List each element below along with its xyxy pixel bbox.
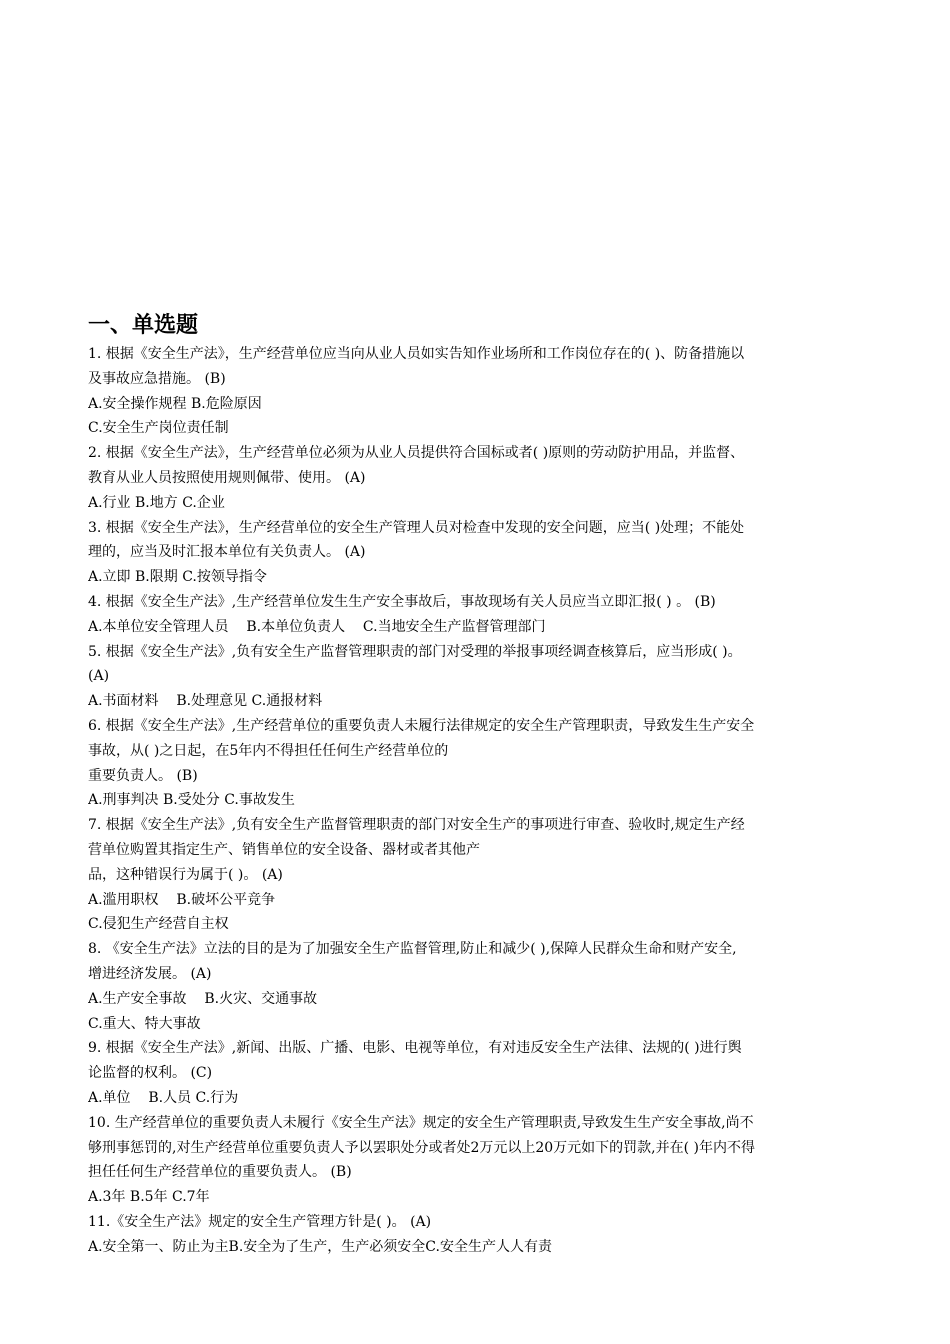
text-line: A.单位 B.人员 C.行为 bbox=[88, 1089, 239, 1106]
text-line: 9. 根据《安全生产法》,新闻、出版、广播、电影、电视等单位，有对违反安全生产法律、法规的( )进行舆 bbox=[88, 1040, 742, 1057]
text-line: 2. 根据《安全生产法》，生产经营单位必须为从业人员提供符合国标或者( )原则的劳动防护用品，并监督、 bbox=[88, 445, 745, 462]
text-line: 5. 根据《安全生产法》,负有安全生产监督管理职责的部门对受理的举报事项经调查核算后，应当形成( )。 bbox=[88, 643, 742, 660]
text-line: A.立即 B.限期 C.按领导指令 bbox=[88, 569, 267, 586]
text-line: 论监督的权利。 (C) bbox=[88, 1065, 213, 1082]
section-heading: 一、单选题 bbox=[88, 313, 199, 338]
text-line: 事故，从( )之日起，在5年内不得担任任何生产经营单位的 bbox=[88, 742, 449, 759]
question-list bbox=[88, 342, 908, 1259]
text-line: C.重大、特大事故 bbox=[88, 1015, 201, 1032]
text-line: A.刑事判决 B.受处分 C.事故发生 bbox=[88, 792, 295, 809]
text-line: 7. 根据《安全生产法》,负有安全生产监督管理职责的部门对安全生产的事项进行审查、验收时,规定生产经 bbox=[88, 817, 745, 834]
text-line: 教育从业人员按照使用规则佩带、使用。 (A) bbox=[88, 469, 366, 486]
text-line: 担任任何生产经营单位的重要负责人。 (B) bbox=[88, 1164, 352, 1181]
text-line: 6. 根据《安全生产法》,生产经营单位的重要负责人未履行法律规定的安全生产管理职责，导致发生生产安全 bbox=[88, 717, 755, 734]
text-line: A.安全操作规程 B.危险原因 bbox=[88, 395, 262, 412]
text-line: 品，这种错误行为属于( )。 (A) bbox=[88, 866, 283, 883]
text-line: A.生产安全事故 B.火灾、交通事故 bbox=[88, 990, 318, 1007]
text-line: 1. 根据《安全生产法》，生产经营单位应当向从业人员如实告知作业场所和工作岗位存在的( )、防备措施以 bbox=[88, 346, 745, 362]
text-line: (A) bbox=[88, 668, 110, 685]
text-line: 11.《安全生产法》规定的安全生产管理方针是( )。 (A) bbox=[88, 1213, 432, 1230]
text-line: 3. 根据《安全生产法》，生产经营单位的安全生产管理人员对检查中发现的安全问题，应当( )处理；不能处 bbox=[88, 519, 745, 536]
text-line: 重要负责人。 (B) bbox=[88, 767, 198, 784]
text-line: 8. 《安全生产法》立法的目的是为了加强安全生产监督管理,防止和减少( ),保障人民群众生命和财产安全, bbox=[88, 941, 737, 958]
text-line: A.书面材料 B.处理意见 C.通报材料 bbox=[88, 693, 323, 710]
text-line: 4. 根据《安全生产法》,生产经营单位发生生产安全事故后，事故现场有关人员应当立即汇报( ) 。 (B) bbox=[88, 593, 716, 610]
text-line: C.安全生产岗位责任制 bbox=[88, 420, 229, 437]
text-line: 够刑事惩罚的,对生产经营单位重要负责人予以罢职处分或者处2万元以上20万元如下的罚款,并在( )年内不得 bbox=[88, 1139, 755, 1156]
text-line: A.行业 B.地方 C.企业 bbox=[88, 494, 225, 511]
text-line: 营单位购置其指定生产、销售单位的安全设备、器材或者其他产 bbox=[88, 841, 480, 858]
text-line: 理的，应当及时汇报本单位有关负责人。 (A) bbox=[88, 544, 366, 561]
text-line: 增进经济发展。 (A) bbox=[88, 965, 212, 982]
text-line: 及事故应急措施。 (B) bbox=[88, 370, 226, 387]
text-line: C.侵犯生产经营自主权 bbox=[88, 916, 229, 933]
text-line: 10. 生产经营单位的重要负责人未履行《安全生产法》规定的安全生产管理职责,导致发生生产安全事故,尚不 bbox=[88, 1114, 754, 1131]
text-line: A.3年 B.5年 C.7年 bbox=[88, 1189, 210, 1206]
text-line: A.安全第一、防止为主B.安全为了生产，生产必须安全C.安全生产人人有责 bbox=[88, 1238, 552, 1255]
text-line: A.本单位安全管理人员 B.本单位负责人 C.当地安全生产监督管理部门 bbox=[88, 618, 546, 635]
text-line: A.滥用职权 B.破坏公平竞争 bbox=[88, 891, 276, 908]
